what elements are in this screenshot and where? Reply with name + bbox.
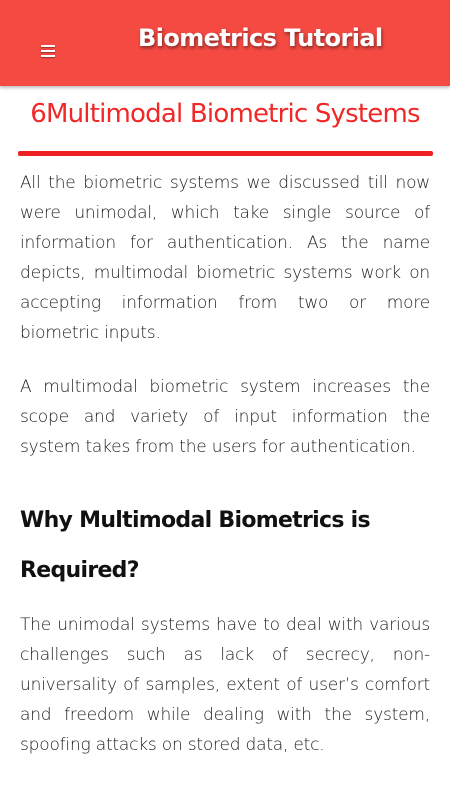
app-toolbar	[0, 0, 450, 86]
section-heading: Why Multimodal Biometrics is Required?	[20, 508, 370, 583]
intro-paragraph-1: All the biometric systems we discussed till now were unimodal, which take single source of information for authentication. As the name depicts, multimodal biometric systems work on accepting information from two or more biometric inputs.	[20, 173, 430, 343]
section-paragraph-1: The unimodal systems have to deal with various challenges such as lack of secrecy, non-universality of samples, extent of user’s comfort and freedom while dealing with the system, spoofing attacks on stored data, etc.	[20, 615, 430, 755]
intro-paragraph-2: A multimodal biometric system increases the scope and variety of input information the system takes from the users for authentication.	[20, 377, 430, 457]
menu-bar-line	[41, 55, 55, 57]
title-divider	[18, 151, 433, 156]
article-content	[20, 86, 430, 760]
menu-bar-line	[41, 45, 55, 47]
page-title: 6Multimodal Biometric Systems	[30, 99, 420, 129]
app-title: Biometrics Tutorial	[138, 24, 383, 52]
menu-bar-line	[41, 50, 55, 52]
hamburger-menu-icon[interactable]	[30, 36, 66, 66]
